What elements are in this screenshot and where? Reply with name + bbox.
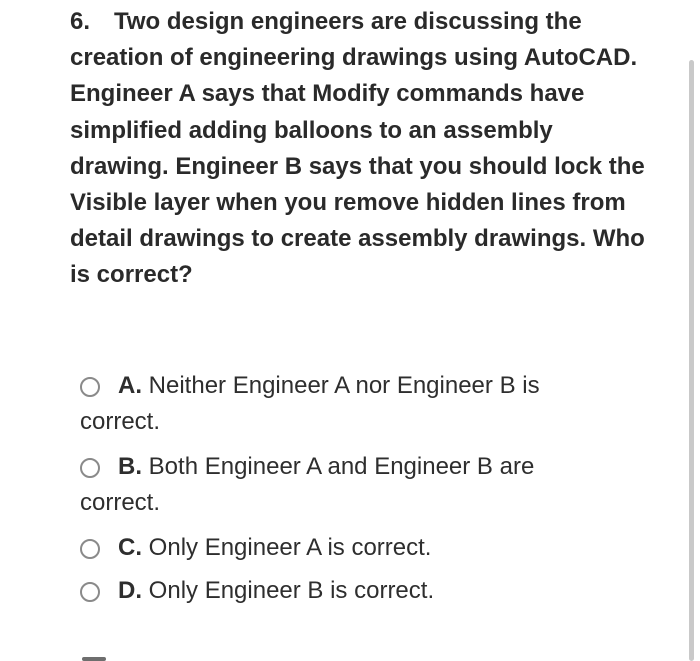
option-d-text: Only Engineer B is correct.	[148, 577, 435, 604]
option-a[interactable]	[80, 368, 620, 440]
option-c[interactable]	[80, 530, 620, 566]
next-item-edge	[82, 657, 106, 661]
option-a-letter: A.	[118, 372, 142, 399]
option-a-text: Neither Engineer A nor Engineer B is correct.	[80, 372, 540, 435]
radio-button-b[interactable]	[80, 458, 100, 478]
option-d[interactable]	[80, 573, 620, 609]
option-b-text: Both Engineer A and Engineer B are correct.	[80, 453, 535, 516]
option-d-letter: D.	[118, 577, 142, 604]
radio-button-a[interactable]	[80, 377, 100, 397]
option-b-letter: B.	[118, 453, 142, 480]
question-number: 6.	[70, 8, 91, 35]
option-c-letter: C.	[118, 534, 142, 561]
question-text-block	[70, 4, 645, 294]
option-b[interactable]	[80, 449, 620, 521]
radio-button-c[interactable]	[80, 539, 100, 559]
radio-button-d[interactable]	[80, 582, 100, 602]
question-prompt: Two design engineers are discussing the creation of engineering drawings using AutoCAD. Engineer A says that Modify commands have simplified adding balloons to an assembly drawing. Engineer B says that you should lock the Visible layer when you remove hidden lines from detail drawings to create assembly drawings. Who is correct?	[70, 8, 645, 289]
option-c-text: Only Engineer A is correct.	[148, 534, 432, 561]
vertical-scrollbar[interactable]	[689, 60, 694, 661]
